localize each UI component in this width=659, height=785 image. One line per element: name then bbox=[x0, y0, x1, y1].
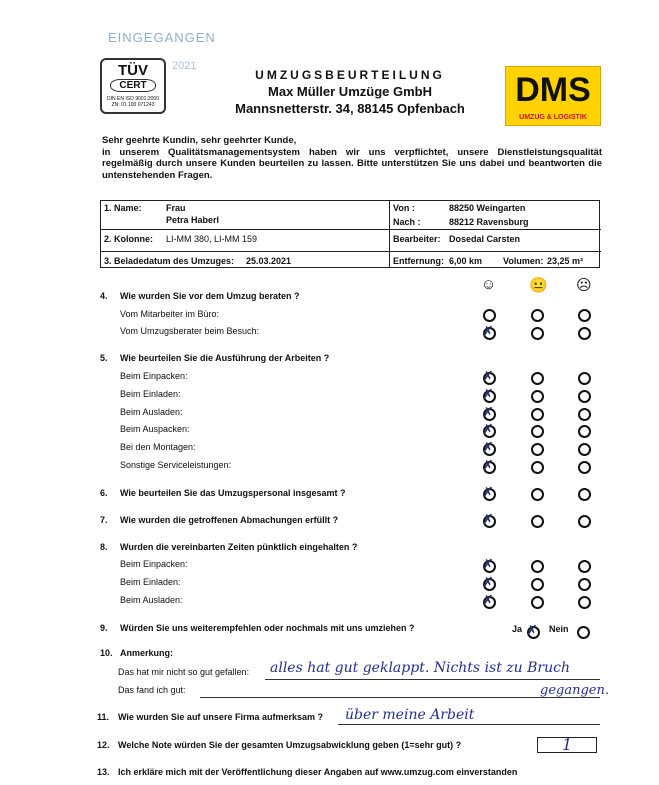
entfernung-value: 6,00 km bbox=[449, 256, 483, 266]
q5-item-montagen: Bei den Montagen: bbox=[120, 442, 196, 452]
intro-text bbox=[102, 135, 602, 181]
q5-einladen-option-3[interactable] bbox=[578, 390, 591, 403]
q4-visit-option-3[interactable] bbox=[578, 327, 591, 340]
q5-einladen-option-2[interactable] bbox=[531, 390, 544, 403]
q5-auspacken-option-2[interactable] bbox=[531, 425, 544, 438]
q11-question: Wie wurden Sie auf unsere Firma aufmerksam ? bbox=[118, 712, 323, 722]
q11-answer[interactable]: über meine Arbeit bbox=[345, 707, 475, 723]
q4-question: Wie wurden Sie vor dem Umzug beraten ? bbox=[120, 291, 300, 301]
customer-info-box bbox=[100, 200, 600, 268]
q7-option-2[interactable] bbox=[531, 515, 544, 528]
q5-einpacken-option-2[interactable] bbox=[531, 372, 544, 385]
q7-checkmark-icon: ✗ bbox=[482, 511, 494, 527]
q12-question: Welche Note würden Sie der gesamten Umzugsabwicklung geben (1=sehr gut) ? bbox=[118, 740, 462, 750]
q10-label: Anmerkung: bbox=[120, 648, 174, 658]
q5-item-ausladen: Beim Ausladen: bbox=[120, 407, 183, 417]
q5-service-checkmark-icon: ✗ bbox=[482, 457, 494, 473]
q11-number: 11. bbox=[97, 712, 110, 722]
form-title: UMZUGSBEURTEILUNG bbox=[255, 68, 445, 82]
q5-montagen-option-2[interactable] bbox=[531, 443, 544, 456]
q5-auspacken-checkmark-icon: ✗ bbox=[482, 421, 494, 437]
volumen-label: Volumen: bbox=[503, 256, 544, 266]
tuv-iso: DIN EN ISO 9001:2000 ZN: 01 100 071243 bbox=[107, 96, 159, 108]
q4-number: 4. bbox=[100, 291, 108, 301]
entfernung-label: Entfernung: bbox=[393, 256, 444, 266]
q10-number: 10. bbox=[100, 648, 113, 658]
happy-face-icon: ☺ bbox=[481, 276, 497, 293]
q4-item-office: Vom Mitarbeiter im Büro: bbox=[120, 309, 220, 319]
q6-option-2[interactable] bbox=[531, 488, 544, 501]
received-stamp: EINGEGANGEN bbox=[108, 30, 216, 45]
q8-number: 8. bbox=[100, 542, 108, 552]
q8-einpacken-checkmark-icon: ✗ bbox=[482, 556, 494, 572]
salutation: Frau bbox=[166, 203, 186, 213]
dms-logo bbox=[505, 66, 601, 126]
q8-item-einpacken: Beim Einpacken: bbox=[120, 559, 188, 569]
tuv-cert-label: CERT bbox=[110, 79, 156, 92]
q5-einladen-checkmark-icon: ✗ bbox=[482, 386, 494, 402]
q5-montagen-checkmark-icon: ✗ bbox=[482, 439, 494, 455]
q9-nein-radio[interactable] bbox=[577, 626, 590, 639]
q10-like-label: Das fand ich gut: bbox=[118, 685, 186, 695]
q5-ausladen-option-2[interactable] bbox=[531, 408, 544, 421]
q8-einladen-option-3[interactable] bbox=[578, 578, 591, 591]
q5-number: 5. bbox=[100, 353, 108, 363]
bearbeiter-value: Dosedal Carsten bbox=[449, 234, 521, 244]
bearbeiter-label: Bearbeiter: bbox=[393, 234, 441, 244]
company-address: Mannsnetterstr. 34, 88145 Opfenbach bbox=[235, 101, 465, 116]
q6-option-3[interactable] bbox=[578, 488, 591, 501]
dms-logo-text: DMS bbox=[515, 71, 591, 109]
q9-number: 9. bbox=[100, 623, 108, 633]
q8-item-einladen: Beim Einladen: bbox=[120, 577, 181, 587]
q8-einladen-option-2[interactable] bbox=[531, 578, 544, 591]
q6-number: 6. bbox=[100, 488, 108, 498]
q8-einpacken-option-3[interactable] bbox=[578, 560, 591, 573]
customer-name: Petra Haberl bbox=[166, 215, 220, 225]
q8-ausladen-option-2[interactable] bbox=[531, 596, 544, 609]
q4-office-option-2[interactable] bbox=[531, 309, 544, 322]
q6-checkmark-icon: ✗ bbox=[482, 484, 494, 500]
q5-service-option-2[interactable] bbox=[531, 461, 544, 474]
q10-like-answer[interactable]: gegangen. bbox=[540, 683, 609, 698]
tuv-cert-logo bbox=[100, 58, 166, 114]
q5-item-einladen: Beim Einladen: bbox=[120, 389, 181, 399]
q5-item-auspacken: Beim Auspacken: bbox=[120, 424, 190, 434]
q4-item-visit: Vom Umzugsberater beim Besuch: bbox=[120, 326, 260, 336]
q5-auspacken-option-3[interactable] bbox=[578, 425, 591, 438]
q9-ja-label: Ja bbox=[512, 624, 523, 634]
q9-nein-label: Nein bbox=[549, 624, 569, 634]
q10-dislike-answer[interactable]: alles hat gut geklappt. Nichts ist zu Bruch bbox=[270, 660, 571, 676]
dms-logo-subtitle: UMZUG & LOGISTIK bbox=[519, 114, 587, 121]
q8-ausladen-checkmark-icon: ✗ bbox=[482, 592, 494, 608]
q4-office-option-1[interactable] bbox=[483, 309, 496, 322]
neutral-face-icon: 😐 bbox=[529, 277, 548, 294]
q12-number: 12. bbox=[97, 740, 110, 750]
q8-einladen-checkmark-icon: ✗ bbox=[482, 574, 494, 590]
q8-ausladen-option-3[interactable] bbox=[578, 596, 591, 609]
q7-option-3[interactable] bbox=[578, 515, 591, 528]
q5-ausladen-option-3[interactable] bbox=[578, 408, 591, 421]
date-label: 3. Beladedatum des Umzuges: bbox=[104, 256, 235, 266]
company-name: Max Müller Umzüge GmbH bbox=[268, 84, 432, 99]
kolonne-value: LI-MM 380, LI-MM 159 bbox=[166, 234, 258, 244]
name-label: 1. Name: bbox=[104, 203, 142, 213]
q8-item-ausladen: Beim Ausladen: bbox=[120, 595, 183, 605]
q13-statement: Ich erkläre mich mit der Veröffentlichung dieser Angaben auf www.umzug.com einverstanden bbox=[118, 767, 518, 777]
q7-number: 7. bbox=[100, 515, 108, 525]
q5-question: Wie beurteilen Sie die Ausführung der Arbeiten ? bbox=[120, 353, 330, 363]
q4-office-option-3[interactable] bbox=[578, 309, 591, 322]
q12-grade-box[interactable] bbox=[537, 737, 597, 753]
q5-montagen-option-3[interactable] bbox=[578, 443, 591, 456]
q9-question: Würden Sie uns weiterempfehlen oder nochmals mit uns umziehen ? bbox=[120, 623, 415, 633]
von-value: 88250 Weingarten bbox=[449, 203, 526, 213]
nach-value: 88212 Ravensburg bbox=[449, 217, 529, 227]
q12-grade-answer: 1 bbox=[562, 735, 573, 754]
q9-ja-checkmark-icon: ✗ bbox=[526, 622, 538, 638]
q5-ausladen-checkmark-icon: ✗ bbox=[482, 404, 494, 420]
volumen-value: 23,25 m³ bbox=[547, 256, 584, 266]
nach-label: Nach : bbox=[393, 217, 421, 227]
von-label: Von : bbox=[393, 203, 415, 213]
greeting: Sehr geehrte Kundin, sehr geehrter Kunde, bbox=[102, 135, 297, 146]
q5-item-service: Sonstige Serviceleistungen: bbox=[120, 460, 232, 470]
sad-face-icon: ☹ bbox=[576, 277, 592, 294]
q5-einpacken-option-3[interactable] bbox=[578, 372, 591, 385]
tuv-brand: TÜV bbox=[118, 62, 148, 79]
date-value: 25.03.2021 bbox=[246, 256, 292, 266]
stamp-date: 2021 bbox=[172, 60, 197, 72]
q6-question: Wie beurteilen Sie das Umzugspersonal insgesamt ? bbox=[120, 488, 346, 498]
q4-visit-checkmark-icon: ✗ bbox=[482, 323, 494, 339]
q5-service-option-3[interactable] bbox=[578, 461, 591, 474]
kolonne-label: 2. Kolonne: bbox=[104, 234, 153, 244]
q5-einpacken-checkmark-icon: ✗ bbox=[482, 368, 494, 384]
q13-number: 13. bbox=[97, 767, 110, 777]
intro-paragraph: in unserem Qualitätsmanagementsystem haben wir uns verpflichtet, unsere Dienstleistungsqualität regelmäßig durch unsere Kunden beurteilen zu lassen. Bitte unterstützen Sie uns dabei und beantworten die untenstehenden Fragen. bbox=[102, 146, 602, 181]
q8-einpacken-option-2[interactable] bbox=[531, 560, 544, 573]
q10-dislike-label: Das hat mir nicht so gut gefallen: bbox=[118, 667, 250, 677]
q4-visit-option-2[interactable] bbox=[531, 327, 544, 340]
q5-item-einpacken: Beim Einpacken: bbox=[120, 371, 188, 381]
q8-question: Wurden die vereinbarten Zeiten pünktlich eingehalten ? bbox=[120, 542, 358, 552]
q7-question: Wie wurden die getroffenen Abmachungen erfüllt ? bbox=[120, 515, 339, 525]
